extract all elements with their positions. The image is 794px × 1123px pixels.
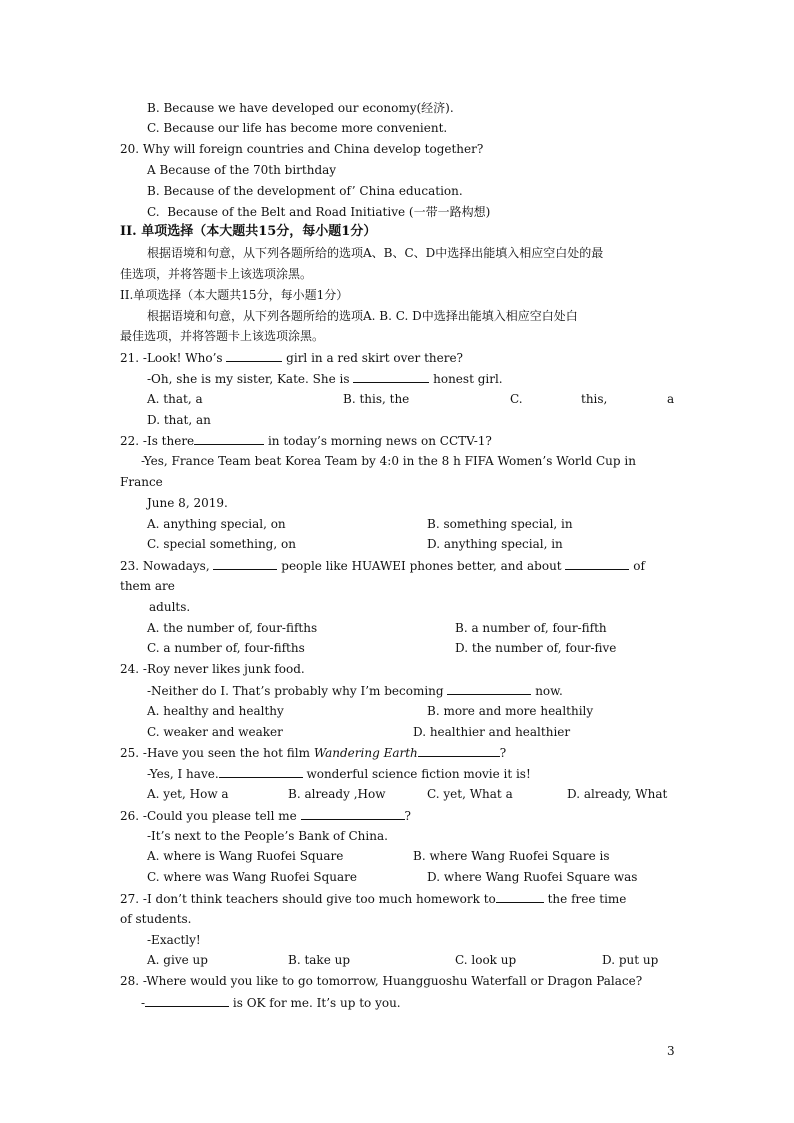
q20-option-b: B. Because of the development of’ China education. <box>147 184 463 198</box>
q27-stem: 27. -I don’t think teachers should give too much homework to the free time <box>120 892 627 906</box>
q21-reply: -Oh, she is my sister, Kate. She is honest girl. <box>147 372 503 386</box>
q22-stem: 22. -Is there in today’s morning news on CCTV-1? <box>120 434 492 448</box>
answer-blank <box>213 558 277 570</box>
q24-stem: 24. -Roy never likes junk food. <box>120 662 305 676</box>
answer-blank <box>418 745 500 757</box>
q28-stem: 28. -Where would you like to go tomorrow, Huangguoshu Waterfall or Dragon Palace? <box>120 974 643 988</box>
q19-option-c: C. Because our life has become more convenient. <box>147 121 448 135</box>
q20-stem: 20. Why will foreign countries and China develop together? <box>120 142 484 156</box>
q22-reply: -Yes, France Team beat Korea Team by 4:0 in the 8 h FIFA Women’s World Cup in <box>141 454 636 468</box>
q22-reply-date: June 8, 2019. <box>147 496 228 510</box>
q25-reply: -Yes, I have. wonderful science fiction movie it is! <box>147 767 531 781</box>
q19-option-b: B. Because we have developed our economy(经济). <box>147 101 454 115</box>
q26-option-a: A. where is Wang Ruofei Square <box>147 849 344 863</box>
film-title: Wandering Earth <box>313 746 418 760</box>
q23-option-a: A. the number of, four-fifths <box>147 621 318 635</box>
q23-option-c: C. a number of, four-fifths <box>147 641 305 655</box>
q21-option-d: D. that, an <box>147 413 211 427</box>
q21-option-b: B. this, the <box>343 392 410 406</box>
q27-option-d: D. put up <box>602 953 659 967</box>
q21-option-c: C. <box>510 392 523 406</box>
page-number: 3 <box>667 1044 675 1058</box>
q26-option-c: C. where was Wang Ruofei Square <box>147 870 358 884</box>
q27-option-c: C. look up <box>455 953 517 967</box>
q22-option-b: B. something special, in <box>427 517 573 531</box>
q25-option-c: C. yet, What a <box>427 787 513 801</box>
q26-stem: 26. -Could you please tell me ? <box>120 809 411 823</box>
q21-stem: 21. -Look! Who’s girl in a red skirt over there? <box>120 351 463 365</box>
q24-option-c: C. weaker and weaker <box>147 725 283 739</box>
q24-option-b: B. more and more healthily <box>427 704 594 718</box>
q22-option-a: A. anything special, on <box>147 517 286 531</box>
q26-option-b: B. where Wang Ruofei Square is <box>413 849 610 863</box>
q22-reply-cont: France <box>120 475 163 489</box>
q27-option-b: B. take up <box>288 953 351 967</box>
q21-option-c-text-end: a <box>667 392 675 406</box>
section-heading-bold: II. 单项选择（本大题共15分，每小题1分） <box>120 224 377 239</box>
q20-option-a: A Because of the 70th birthday <box>147 163 337 177</box>
answer-blank <box>219 766 303 778</box>
section-heading-repeat: II.单项选择（本大题共15分，每小题1分） <box>120 288 349 302</box>
q21-option-a: A. that, a <box>147 392 203 406</box>
q26-option-d: D. where Wang Ruofei Square was <box>427 870 638 884</box>
answer-blank <box>145 995 229 1007</box>
answer-blank <box>353 371 429 383</box>
q25-stem: 25. -Have you seen the hot film Wandering Earth ? <box>120 746 507 760</box>
section-instructions-2: 佳选项，并将答题卡上该选项涂黑。 <box>120 267 313 281</box>
answer-blank <box>565 558 629 570</box>
answer-blank <box>194 433 264 445</box>
q23-stem-cont: them are <box>120 579 175 593</box>
answer-blank <box>226 350 282 362</box>
q28-reply: - is OK for me. It’s up to you. <box>141 996 401 1010</box>
q25-option-d: D. already, What <box>567 787 668 801</box>
answer-blank <box>301 808 405 820</box>
q27-option-a: A. give up <box>147 953 208 967</box>
q23-option-d: D. the number of, four-five <box>455 641 617 655</box>
section-instructions-repeat-2: 最佳选项，并将答题卡上该选项涂黑。 <box>120 329 325 343</box>
section-instructions-repeat-1: 根据语境和句意，从下列各题所给的选项A. B. C. D中选择出能填入相应空白处白 <box>147 309 578 323</box>
q22-option-d: D. anything special, in <box>427 537 563 551</box>
answer-blank <box>496 891 544 903</box>
q20-option-c: C. Because of the Belt and Road Initiative (一带一路构想) <box>147 205 491 219</box>
q24-option-d: D. healthier and healthier <box>413 725 571 739</box>
q21-option-c-text: this, <box>581 392 608 406</box>
q23-option-b: B. a number of, four-fifth <box>455 621 607 635</box>
q25-option-a: A. yet, How a <box>147 787 229 801</box>
q26-reply: -It’s next to the People’s Bank of China. <box>147 829 388 843</box>
q23-stem-end: adults. <box>149 600 191 614</box>
q22-option-c: C. special something, on <box>147 537 296 551</box>
q23-stem: 23. Nowadays, people like HUAWEI phones better, and about of <box>120 559 645 573</box>
q27-stem-cont: of students. <box>120 912 192 926</box>
q24-option-a: A. healthy and healthy <box>147 704 284 718</box>
q24-reply: -Neither do I. That’s probably why I’m becoming now. <box>147 684 563 698</box>
q27-reply: -Exactly! <box>147 933 201 947</box>
answer-blank <box>447 683 531 695</box>
q25-option-b: B. already ,How <box>288 787 386 801</box>
section-instructions-1: 根据语境和句意，从下列各题所给的选项A、B、C、D中选择出能填入相应空白处的最 <box>147 246 604 260</box>
